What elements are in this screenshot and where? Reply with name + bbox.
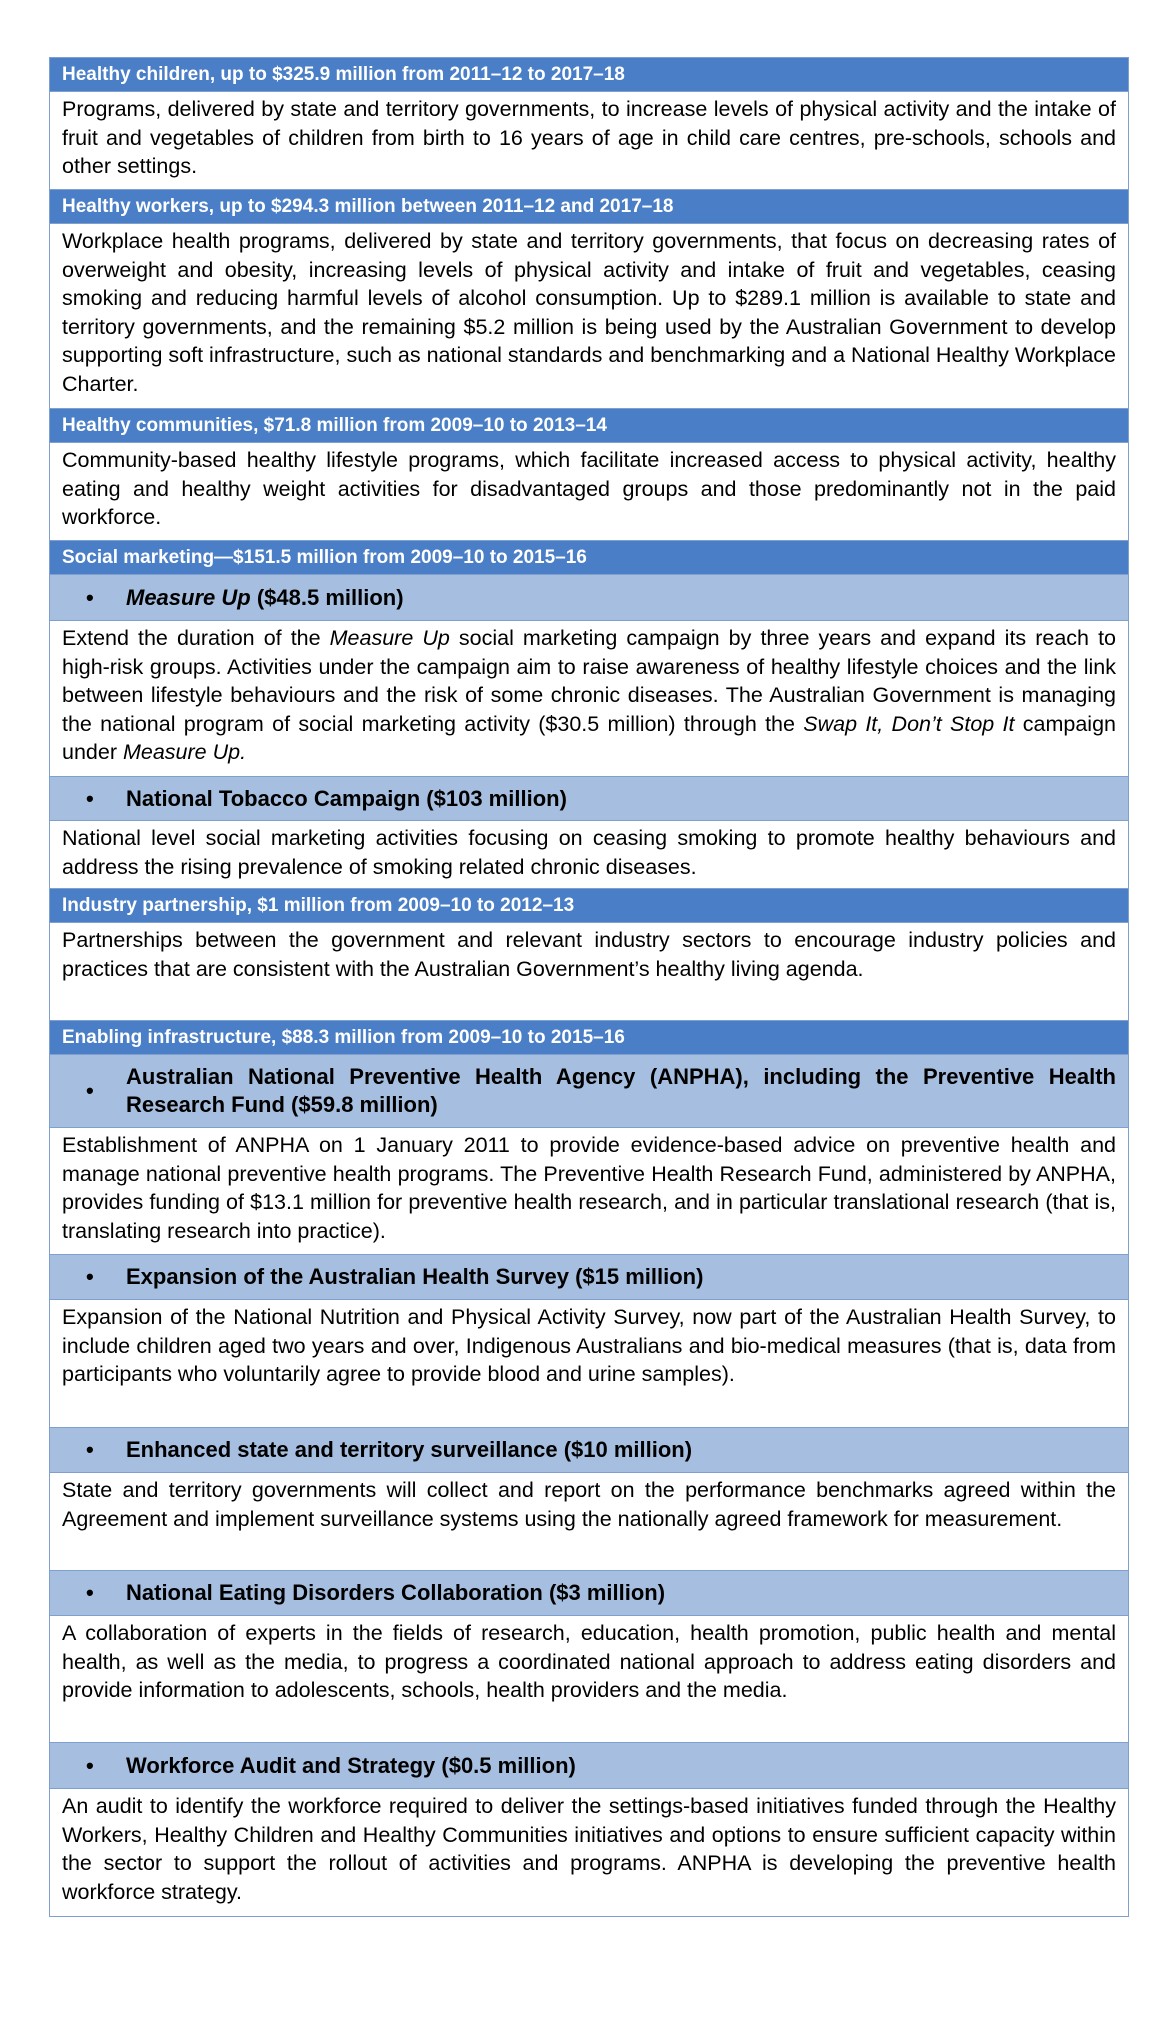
section-body-industry-partnership: Partnerships between the government and relevant industry sectors to encourage industry policies and practices that are consistent with the Australian Government’s healthy living agenda. bbox=[50, 923, 1128, 1021]
bullet: • bbox=[86, 1752, 94, 1778]
section-header-text: Healthy children, up to $325.9 million from 2011–12 to 2017–18 bbox=[62, 63, 625, 85]
body-text: campaign under bbox=[62, 711, 1116, 764]
section-body-national-tobacco-campaign: National level social marketing activities focusing on ceasing smoking to promote healthy behaviours and address the rising prevalence of smoking related chronic diseases. bbox=[50, 821, 1128, 889]
subheader-title bbox=[126, 584, 1116, 612]
body-text-italic: Measure Up bbox=[329, 626, 450, 650]
section-header-healthy-workers bbox=[50, 190, 1128, 224]
subheader-title: Expansion of the Australian Health Survey ($15 million) bbox=[126, 1264, 704, 1289]
subheader-australian-health-survey bbox=[50, 1255, 1128, 1300]
subheader-anpha bbox=[50, 1055, 1128, 1128]
bullet: • bbox=[86, 584, 94, 610]
section-body-healthy-children: Programs, delivered by state and territory governments, to increase levels of physical activity and the intake of fruit and vegetables of children from birth to 16 years of age in child care centres, pre-schools, schools and other settings. bbox=[50, 92, 1128, 190]
subheader-state-territory-surveillance bbox=[50, 1428, 1128, 1473]
subheader-title: National Tobacco Campaign ($103 million) bbox=[126, 785, 567, 811]
funding-table bbox=[49, 57, 1129, 1917]
section-body-state-territory-surveillance: State and territory governments will collect and report on the performance benchmarks agreed within the Agreement and implement surveillance systems using the nationally agreed framework for measurement. bbox=[50, 1473, 1128, 1571]
section-header-text: Healthy communities, $71.8 million from 2009–10 to 2013–14 bbox=[62, 414, 607, 436]
section-header-healthy-children bbox=[50, 58, 1128, 92]
section-body-australian-health-survey: Expansion of the National Nutrition and Physical Activity Survey, now part of the Australian Health Survey, to include children aged two years and over, Indigenous Australians and bio-medical measures (that is, data from participants who voluntarily agree to provide blood and urine samples). bbox=[50, 1300, 1128, 1428]
body-text-italic: Swap It, Don’t Stop It bbox=[803, 711, 1015, 736]
body-text-italic: Measure Up. bbox=[122, 740, 247, 764]
bullet: • bbox=[86, 1078, 94, 1103]
bullet: • bbox=[86, 1437, 94, 1462]
section-header-healthy-communities bbox=[50, 409, 1128, 443]
section-body-anpha: Establishment of ANPHA on 1 January 2011 to provide evidence-based advice on preventive health and manage national preventive health programs. The Preventive Health Research Fund, administered by ANPHA, provides funding of $13.1 million for preventive health research, and in particular translational research (that is, translating research into practice). bbox=[50, 1128, 1128, 1255]
subheader-title-rest: ($48.5 million) bbox=[250, 584, 404, 610]
section-body-measure-up bbox=[50, 621, 1128, 777]
subheader-workforce-audit bbox=[50, 1743, 1128, 1789]
section-header-text: Enabling infrastructure, $88.3 million from 2009–10 to 2015–16 bbox=[62, 1026, 625, 1048]
bullet: • bbox=[86, 1264, 94, 1289]
subheader-title: Workforce Audit and Strategy ($0.5 million) bbox=[126, 1752, 576, 1778]
section-header-text: Healthy workers, up to $294.3 million between 2011–12 and 2017–18 bbox=[62, 195, 674, 217]
section-header-social-marketing bbox=[50, 541, 1128, 575]
section-body-eating-disorders-collaboration: A collaboration of experts in the fields of research, education, health promotion, public health and mental health, as well as the media, to progress a coordinated national approach to address eating disorders and provide information to adolescents, schools, health providers and the media. bbox=[50, 1616, 1128, 1743]
subheader-title-italic: Measure Up bbox=[126, 584, 251, 610]
body-text: social marketing campaign by three years and expand its reach to high-risk groups. Activities under the campaign aim to raise awareness of healthy lifestyle choices and the link between lifestyle behaviours and the risk of some chronic diseases. The Australian Government is managing the national program of social marketing activity ($30.5 million) through the bbox=[62, 626, 1116, 736]
subheader-measure-up bbox=[50, 575, 1128, 621]
bullet: • bbox=[86, 1580, 94, 1605]
section-body-workforce-audit: An audit to identify the workforce required to deliver the settings-based initiatives funded through the Healthy Workers, Healthy Children and Healthy Communities initiatives and options to ensure sufficient capacity within the sector to support the rollout of activities and programs. ANPHA is developing the preventive health workforce strategy. bbox=[50, 1789, 1128, 1917]
section-body-healthy-workers: Workplace health programs, delivered by state and territory governments, that focus on decreasing rates of overweight and obesity, increasing levels of physical activity and intake of fruit and vegetables, ceasing smoking and reducing harmful levels of alcohol consumption. Up to $289.1 million is available to state and territory governments, and the remaining $5.2 million is being used by the Australian Government to develop supporting soft infrastructure, such as national standards and benchmarking and a National Healthy Workplace Charter. bbox=[50, 224, 1128, 409]
subheader-title: National Eating Disorders Collaboration ($3 million) bbox=[126, 1580, 666, 1605]
section-header-enabling-infrastructure bbox=[50, 1021, 1128, 1055]
section-header-text: Social marketing—$151.5 million from 2009–10 to 2015–16 bbox=[62, 546, 587, 568]
section-header-text: Industry partnership, $1 million from 2009–10 to 2012–13 bbox=[62, 894, 575, 916]
subheader-national-tobacco-campaign bbox=[50, 777, 1128, 821]
subheader-eating-disorders-collaboration bbox=[50, 1571, 1128, 1616]
subheader-title: Australian National Preventive Health Agency (ANPHA), including the Preventive Health Research Fund ($59.8 million) bbox=[126, 1064, 1116, 1117]
bullet: • bbox=[86, 785, 94, 811]
section-header-industry-partnership bbox=[50, 889, 1128, 923]
body-text: Extend the duration of the bbox=[62, 626, 330, 650]
subheader-title: Enhanced state and territory surveillance ($10 million) bbox=[126, 1437, 693, 1462]
section-body-healthy-communities: Community-based healthy lifestyle programs, which facilitate increased access to physical activity, healthy eating and healthy weight activities for disadvantaged groups and those predominantly not in the paid workforce. bbox=[50, 443, 1128, 541]
